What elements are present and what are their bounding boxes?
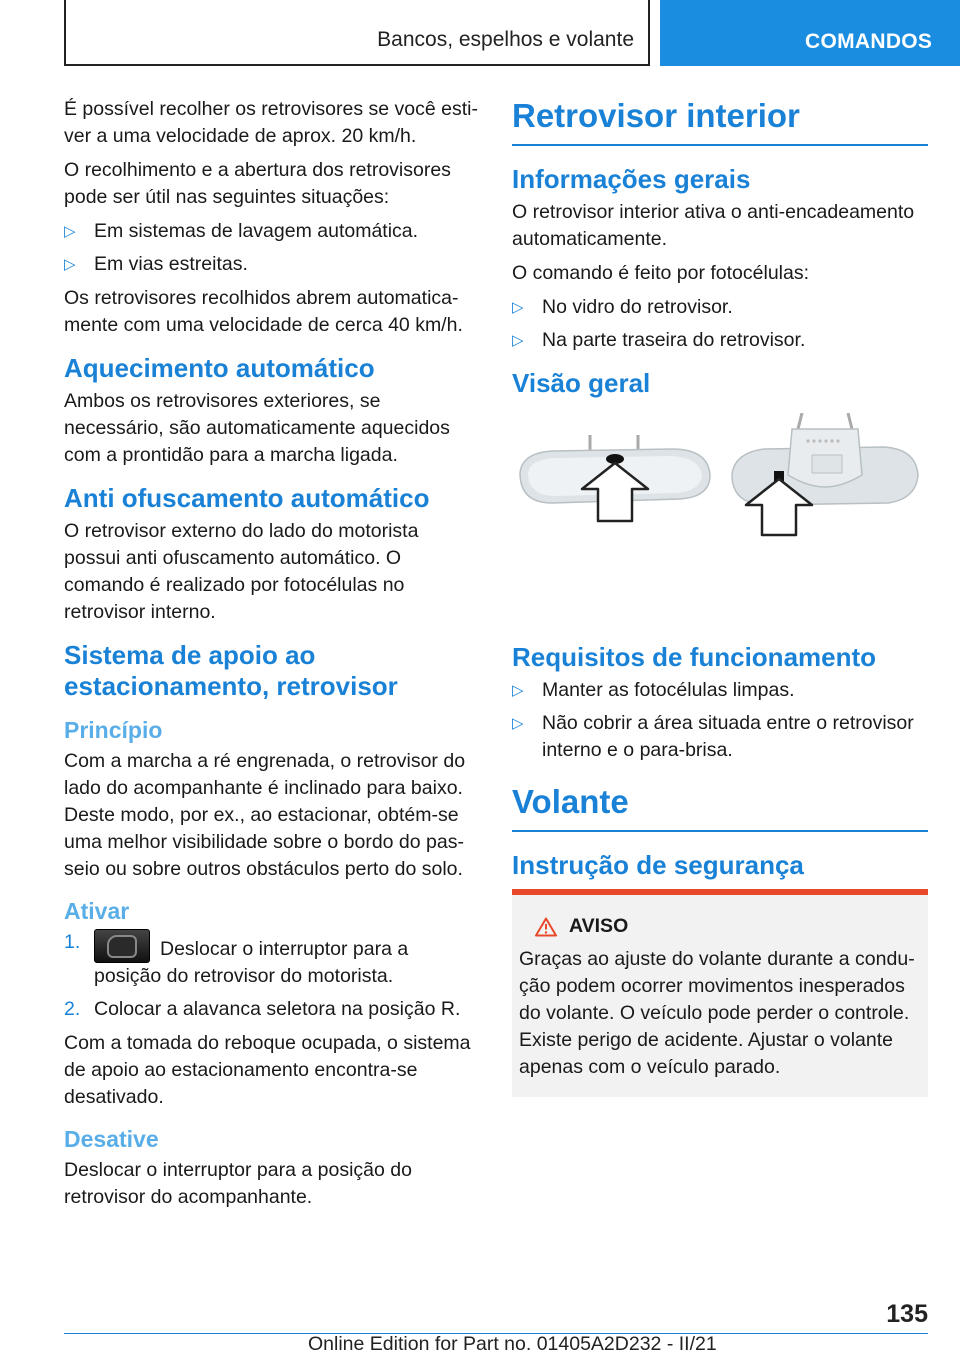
heading-interior-mirror: Retrovisor interior bbox=[512, 96, 928, 146]
page-header bbox=[0, 0, 960, 66]
heading-automatic-heating: Aquecimento automático bbox=[64, 353, 375, 383]
footer-edition: Online Edition for Part no. 01405A2D232 - II/21 bbox=[308, 1333, 717, 1355]
heading-activate: Ativar bbox=[64, 898, 130, 924]
heading-steering-wheel: Volante bbox=[512, 782, 928, 832]
paragraph-principle: Com a marcha a ré engrenada, o retrovisor do lado do acompanhante é inclinado para baixo. Deste modo, por ex., ao estacionar, obtém-se uma melhor visibilidade sobre o bordo do passeio ou sobre outros obstáculos perto do solo. bbox=[64, 750, 466, 880]
heading-requirements: Requisitos de funcionamento bbox=[512, 642, 877, 672]
heading-overview: Visão geral bbox=[512, 368, 651, 398]
triangle-bullet-icon: ▷ bbox=[512, 299, 524, 316]
paragraph-anti-glare: O retrovisor externo do lado do motorista possui anti ofuscamento automático. O comando é realizado por fotocélulas no retrovisor interno. bbox=[64, 520, 419, 623]
heading-general-info: Informações gerais bbox=[512, 164, 751, 194]
interior-mirror-illustration bbox=[512, 413, 928, 603]
header-section-title: Bancos, espelhos e volante bbox=[377, 28, 634, 51]
paragraph-folding-speed: É possível recolher os retrovisores se você estiver a uma velocidade de aprox. 20 km/h. bbox=[64, 98, 479, 147]
list-activate-steps bbox=[64, 929, 478, 1023]
heading-principle: Princípio bbox=[64, 717, 163, 743]
paragraph-general-2: O comando é feito por fotocélulas: bbox=[512, 262, 810, 284]
triangle-bullet-icon: ▷ bbox=[512, 332, 524, 349]
paragraph-heating: Ambos os retrovisores exteriores, se necessário, são automaticamente aquecidos com a prontidão para a marcha ligada. bbox=[64, 390, 450, 466]
list-item: ▷ Em sistemas de lavagem automática. bbox=[64, 218, 478, 245]
list-item: ▷ Na parte traseira do retrovisor. bbox=[512, 327, 928, 354]
right-column bbox=[512, 96, 928, 1097]
heading-anti-glare: Anti ofuscamento automático bbox=[64, 483, 430, 513]
paragraph-deactivate: Deslocar o interruptor para a posição do retrovisor do acompanhante. bbox=[64, 1159, 412, 1208]
warning-triangle-icon bbox=[535, 917, 557, 937]
warning-title: AVISO bbox=[569, 915, 629, 937]
mirror-switch-icon bbox=[94, 929, 150, 963]
warning-text: Graças ao ajuste do volante durante a condução podem ocorrer movimentos inesperados do volante. O veículo pode perder o controle. Existe perigo de acidente. Ajustar o volante apenas com o veículo parado. bbox=[519, 948, 915, 1078]
warning-box bbox=[512, 889, 928, 1097]
paragraph-general-1: O retrovisor interior ativa o anti-encadeamento automaticamente. bbox=[512, 201, 915, 250]
list-item: ▷ Em vias estreitas. bbox=[64, 251, 478, 278]
heading-parking-assist: Sistema de apoio ao estacionamento, retrovisor bbox=[64, 640, 398, 701]
page-number: 135 bbox=[886, 1300, 928, 1328]
list-requirements bbox=[512, 677, 928, 764]
list-item: 2. Colocar a alavanca seletora na posição R. bbox=[64, 996, 478, 1023]
triangle-bullet-icon: ▷ bbox=[512, 682, 524, 699]
list-item: ▷ Manter as fotocélulas limpas. bbox=[512, 677, 928, 704]
triangle-bullet-icon: ▷ bbox=[512, 715, 524, 732]
list-item: ▷ No vidro do retrovisor. bbox=[512, 294, 928, 321]
mirror-back-view bbox=[732, 413, 918, 535]
list-item: 1. Deslocar o interruptor para a posição do retrovisor do motorista. bbox=[64, 931, 409, 987]
header-chapter-label: COMANDOS bbox=[805, 30, 933, 53]
heading-deactivate: Desative bbox=[64, 1126, 159, 1152]
paragraph-folding-situations: O recolhimento e a abertura dos retrovisores pode ser útil nas seguintes situações: bbox=[64, 159, 451, 208]
paragraph-auto-open: Os retrovisores recolhidos abrem automaticamente com uma velocidade de cerca 40 km/h. bbox=[64, 287, 463, 336]
triangle-bullet-icon: ▷ bbox=[64, 256, 76, 273]
left-column bbox=[64, 96, 478, 1218]
warning-title-row bbox=[519, 915, 921, 938]
step-number: 2. bbox=[64, 998, 81, 1020]
triangle-bullet-icon: ▷ bbox=[64, 223, 76, 240]
list-folding-situations bbox=[64, 218, 478, 278]
list-photocells bbox=[512, 294, 928, 354]
heading-safety-instruction: Instrução de segurança bbox=[512, 850, 804, 880]
mirror-front-view bbox=[520, 435, 710, 521]
list-item: ▷ Não cobrir a área situada entre o retrovisor interno e o para-brisa. bbox=[512, 712, 914, 761]
step-number: 1. bbox=[64, 931, 81, 953]
paragraph-towing: Com a tomada do reboque ocupada, o sistema de apoio ao estacionamento encontra-se desativado. bbox=[64, 1032, 471, 1108]
